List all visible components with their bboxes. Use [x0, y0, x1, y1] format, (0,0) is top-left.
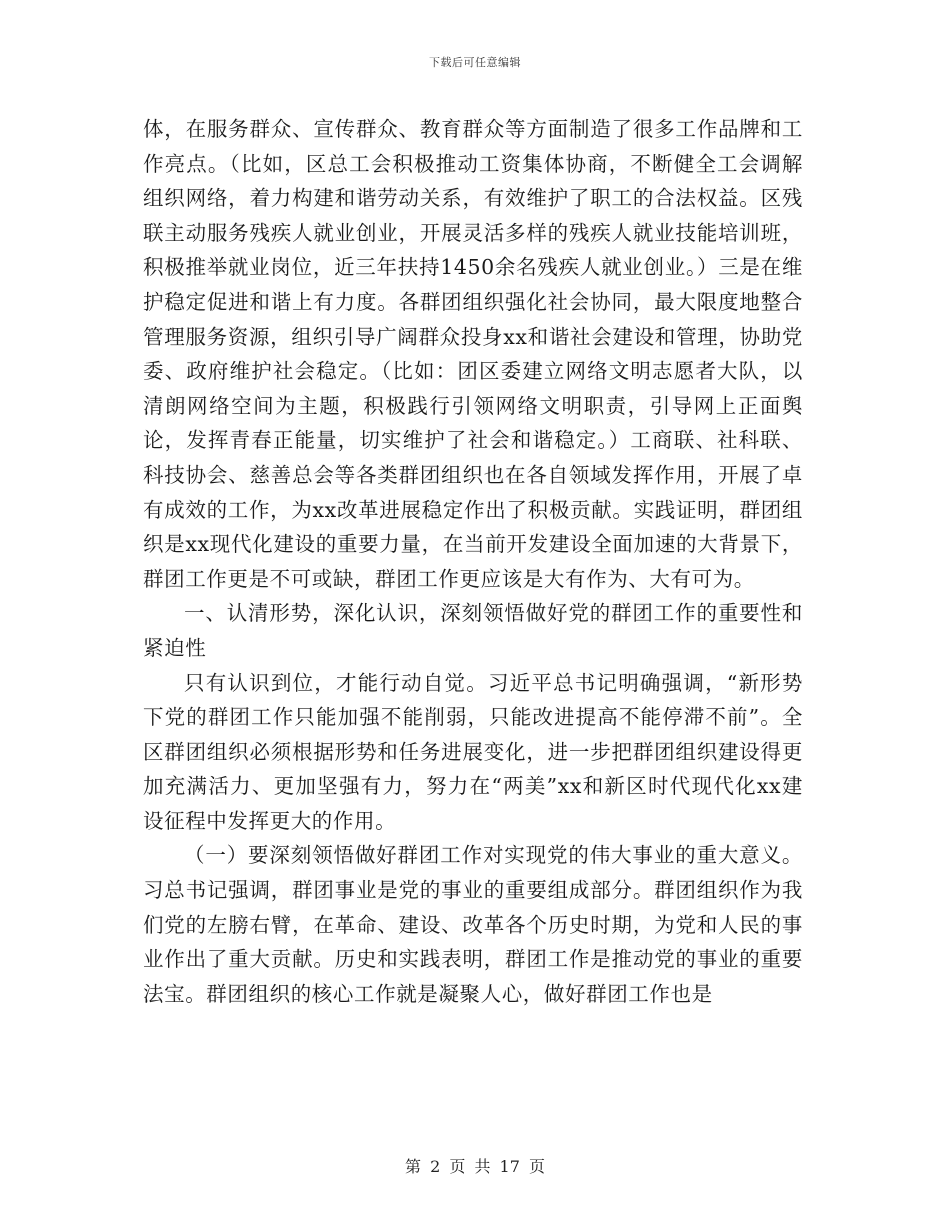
paragraph-3: （一）要深刻领悟做好群团工作对实现党的伟大事业的重大意义。习总书记强调，群团事业是党的事业的重要组成部分。群团组织作为我们党的左膀右臂，在革命、建设、改革各个历史时期，为党和人民的事业作出了重大贡献。历史和实践表明，群团工作是推动党的事业的重要法宝。群团组织的核心工作就是凝聚人心，做好群团工作也是	[143, 843, 803, 1006]
document-body	[143, 112, 803, 1011]
section-heading: 一、认清形势，深化认识，深刻领悟做好党的群团工作的重要性和紧迫性	[143, 601, 803, 660]
page-header: 下载后可任意编辑	[429, 56, 521, 69]
paragraph-1: 体，在服务群众、宣传群众、教育群众等方面制造了很多工作品牌和工作亮点。（比如，区总工会积极推动工资集体协商，不断健全工会调解组织网络，着力构建和谐劳动关系，有效维护了职工的合法权益。区残联主动服务残疾人就业创业，开展灵活多样的残疾人就业技能培训班，积极推举就业岗位，近三年扶持1450余名残疾人就业创业。）三是在维护稳定促进和谐上有力度。各群团组织强化社会协同，最大限度地整合管理服务资源，组织引导广阔群众投身xx和谐社会建设和管理，协助党委、政府维护社会稳定。（比如：团区委建立网络文明志愿者大队，以清朗网络空间为主题，积极践行引领网络文明职责，引导网上正面舆论，发挥青春正能量，切实维护了社会和谐稳定。）工商联、社科联、科技协会、慈善总会等各类群团组织也在各自领域发挥作用，开展了卓有成效的工作，为xx改革进展稳定作出了积极贡献。实践证明，群团组织是xx现代化建设的重要力量，在当前开发建设全面加速的大背景下，群团工作更是不可或缺，群团工作更应该是大有作为、大有可为。	[143, 117, 803, 591]
paragraph-2: 只有认识到位，才能行动自觉。习近平总书记明确强调，“新形势下党的群团工作只能加强不能削弱，只能改进提高不能停滞不前”。全区群团组织必须根据形势和任务进展变化，进一步把群团组织建设得更加充满活力、更加坚强有力，努力在“两美”xx和新区时代现代化xx建设征程中发挥更大的作用。	[143, 670, 803, 833]
page-number-footer: 第 2 页 共 17 页	[405, 1157, 545, 1176]
